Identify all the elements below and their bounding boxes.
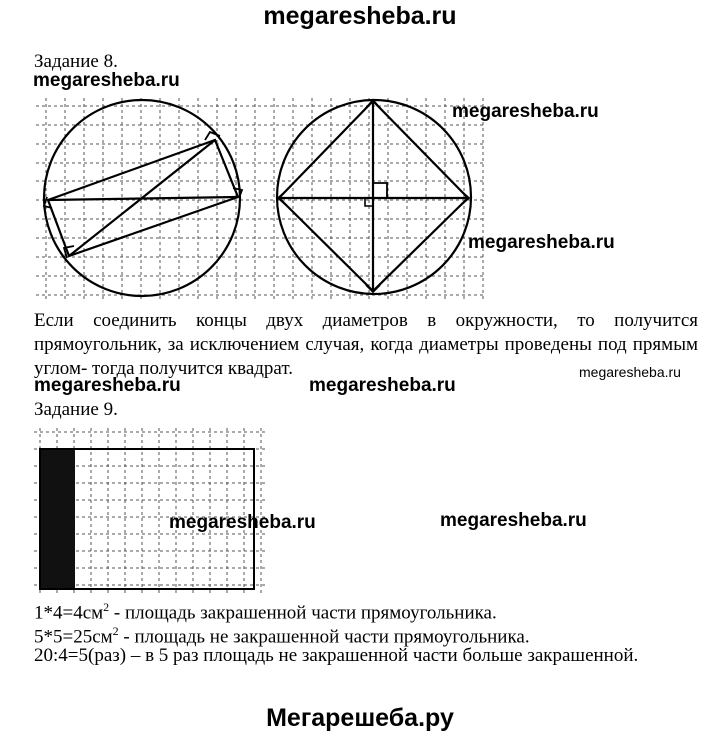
- watermark: megaresheba.ru: [309, 375, 456, 396]
- site-footer: Мегарешеба.ру: [266, 704, 454, 732]
- watermark: megaresheba.ru: [440, 510, 587, 531]
- site-header: megaresheba.ru: [263, 2, 457, 30]
- watermark: megaresheba.ru: [33, 70, 180, 91]
- shaded-part: [40, 449, 75, 589]
- formula: 5*5=25см: [34, 626, 113, 648]
- task9-title: Задание 9.: [34, 399, 118, 420]
- formula: 1*4=4см: [34, 602, 104, 624]
- watermark: megaresheba.ru: [169, 512, 316, 533]
- explanation: - площадь закрашенной части прямоугольника.: [109, 602, 497, 624]
- exponent: 2: [103, 600, 110, 614]
- task8-text: Если соединить концы двух диаметров в окружности, то получится прямоугольник, за исключением случая, когда диаметры проведены под прямым углом- тогда получится квадрат.: [34, 310, 698, 379]
- watermark: megaresheba.ru: [468, 232, 615, 253]
- task8-title: Задание 8.: [34, 51, 118, 72]
- watermark: megaresheba.ru: [452, 101, 599, 122]
- watermark: megaresheba.ru: [579, 364, 681, 380]
- watermark: megaresheba.ru: [34, 375, 181, 396]
- exponent: 2: [112, 624, 119, 638]
- formula: 20:4=5(раз) – в 5 раз площадь не закрашенной части больше закрашенной.: [34, 645, 639, 666]
- explanation: - площадь не закрашенной части прямоугольника.: [118, 626, 530, 648]
- task9-line-3: [34, 644, 638, 667]
